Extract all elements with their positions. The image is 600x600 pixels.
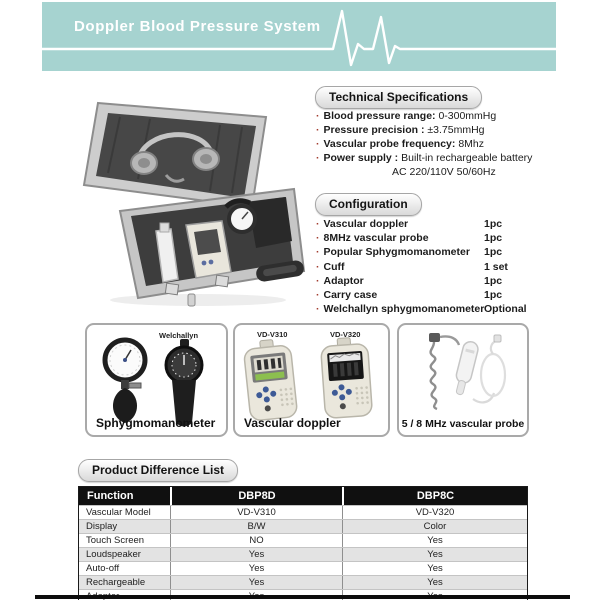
- bullet-dot: ·: [316, 289, 320, 302]
- table-row: [79, 547, 527, 561]
- table-cell: Yes: [342, 576, 527, 589]
- bullet-dot: ·: [316, 260, 320, 273]
- product-box-vascular-doppler: [233, 323, 390, 437]
- product-caption-vascular-doppler: Vascular doppler: [244, 416, 341, 430]
- config-item: · 8MHz vascular probe 1pc: [316, 232, 503, 245]
- config-qty: 1pc: [484, 289, 503, 302]
- spec-power-line2: AC 220/110V 50/60Hz: [392, 166, 496, 178]
- product-box-sphygmomanometer: [85, 323, 228, 437]
- table-row: [79, 561, 527, 575]
- section-heading-technical-specifications: Technical Specifications: [315, 86, 482, 109]
- page-bottom-divider: [35, 595, 570, 599]
- spec-value: 0-300mmHg: [438, 110, 497, 122]
- spec-value: 8Mhz: [458, 138, 484, 150]
- table-row: [79, 575, 527, 589]
- carry-case-image: [70, 95, 310, 310]
- table-header-dbp8c: DBP8C: [342, 487, 527, 505]
- table-cell: VD-V320: [342, 506, 527, 519]
- brand-label-welchallyn: Welchallyn: [159, 331, 199, 340]
- table-cell: Yes: [342, 534, 527, 547]
- model-label-vd-v320: VD-V320: [330, 330, 361, 339]
- product-caption-sphygmomanometer: Sphygmomanometer: [96, 416, 216, 430]
- table-cell: Yes: [170, 576, 342, 589]
- table-cell: NO: [170, 534, 342, 547]
- bullet-dot: ·: [316, 232, 320, 245]
- model-label-vd-v310: VD-V310: [257, 330, 288, 339]
- configuration-list: [316, 217, 576, 316]
- table-cell: VD-V310: [170, 506, 342, 519]
- table-row: [79, 533, 527, 547]
- bullet-dot: ·: [316, 152, 320, 164]
- table-header-function: Function: [79, 487, 170, 505]
- spec-item: · Pressure precision : ±3.75mmHg: [316, 124, 485, 136]
- table-cell: Yes: [342, 562, 527, 575]
- config-item: · Carry case 1pc: [316, 289, 503, 302]
- bullet-dot: ·: [316, 124, 320, 136]
- bullet-dot: ·: [316, 246, 320, 259]
- config-item: · Cuff 1 set: [316, 260, 508, 273]
- table-cell: Color: [342, 520, 527, 533]
- product-caption-vascular-probe: 5 / 8 MHz vascular probe: [401, 418, 525, 430]
- spec-item: · Vascular probe frequency: 8Mhz: [316, 138, 484, 150]
- table-cell: Rechargeable: [86, 577, 146, 588]
- config-item: · Welchallyn sphygmomanometer Optional: [316, 303, 527, 316]
- spec-value: Built-in rechargeable battery: [401, 152, 533, 164]
- spec-item: · Power supply : Built-in rechargeable battery: [316, 152, 533, 164]
- table-cell: Yes: [170, 562, 342, 575]
- table-cell: Display: [86, 521, 118, 532]
- bullet-dot: ·: [316, 218, 320, 230]
- section-heading-product-difference-list: Product Difference List: [78, 459, 238, 482]
- table-header-dbp8d: DBP8D: [170, 487, 342, 505]
- ecg-heartbeat-icon: [42, 2, 556, 71]
- config-item: · Popular Sphygmomanometer 1pc: [316, 246, 503, 259]
- config-item: · Adaptor 1pc: [316, 274, 503, 287]
- table-cell: B/W: [170, 520, 342, 533]
- config-qty: 1pc: [484, 218, 503, 230]
- config-qty: 1pc: [484, 274, 503, 287]
- bullet-dot: ·: [316, 303, 320, 316]
- config-qty: 1 set: [484, 260, 508, 273]
- table-cell: Touch Screen: [86, 535, 145, 546]
- table-cell: Yes: [342, 548, 527, 561]
- spec-item: · Blood pressure range: 0-300mmHg: [316, 110, 497, 122]
- product-box-vascular-probe: [397, 323, 529, 437]
- table-header-row: [79, 487, 527, 505]
- table-row: [79, 505, 527, 519]
- page-title: Doppler Blood Pressure System: [74, 18, 321, 35]
- table-cell: Auto-off: [86, 563, 120, 574]
- table-cell: Vascular Model: [86, 507, 151, 518]
- config-item: · Vascular doppler 1pc: [316, 218, 503, 230]
- bullet-dot: ·: [316, 110, 320, 122]
- bullet-dot: ·: [316, 274, 320, 287]
- config-qty: Optional: [484, 303, 527, 316]
- config-qty: 1pc: [484, 246, 503, 259]
- header-band: [42, 2, 556, 71]
- section-heading-configuration: Configuration: [315, 193, 422, 216]
- table-cell: Yes: [170, 548, 342, 561]
- table-row: [79, 519, 527, 533]
- table-cell: Loudspeaker: [86, 549, 141, 560]
- difference-table: [78, 486, 528, 600]
- technical-specifications-list: [316, 109, 592, 179]
- spec-value: ±3.75mmHg: [427, 124, 485, 136]
- config-qty: 1pc: [484, 232, 503, 245]
- bullet-dot: ·: [316, 138, 320, 150]
